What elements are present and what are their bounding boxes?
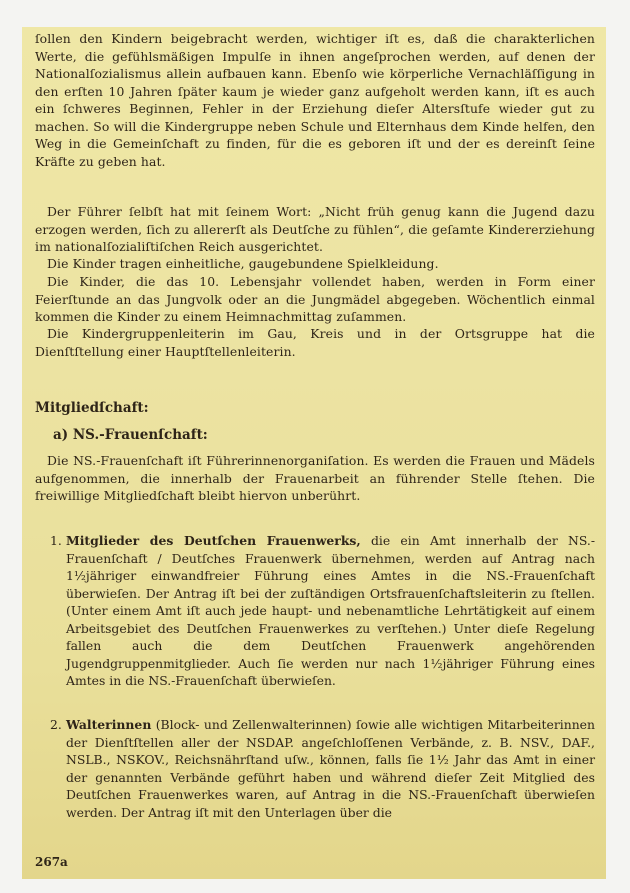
section-heading: Mitgliedſchaft:	[35, 400, 149, 416]
list-item-text: die ein Amt innerhalb der NS.-Frauenſchaft / Deutſches Frauenwerk übernehmen, werden auf Antrag nach 1½jähriger einwandfreier Führung eines Amtes in die NS.-Frauenſchaft überwieſen. Der Antrag iſt bei der zuſtändigen Ortsfrauenſchaftsleiterin zu ſtellen. (Unter einem Amt iſt auch jede haupt- und nebenamtliche Lehrtätigkeit auf einem Arbeitsgebiet des Deutſchen Frauenwerkes zu verſtehen.) Unter dieſe Regelung fallen auch die dem Deutſchen Frauenwerk angehörenden Jugendgruppenmitglieder. Auch ſie werden nur nach 1½jähriger Führung eines Amtes in die NS.-Frauenſchaft überwieſen.	[66, 533, 595, 688]
list-item-text: (Block- und Zellenwalterinnen) ſowie alle wichtigen Mitarbeiterinnen der Dienſtſtellen aller der NSDAP. angeſchloſſenen Verbände, z. B. NSV., DAF., NSLB., NSKOV., Reichsnährſtand uſw., können, falls ſie 1½ Jahr das Amt in einer der genannten Verbände geführt haben und während dieſer Zeit Mitglied des Deutſchen Frauenwerkes waren, auf Antrag in die NS.-Frauenſchaft überwieſen werden. Der Antrag iſt mit den Unterlagen über die	[66, 717, 595, 820]
intro-paragraph-5: Die Kindergruppenleiterin im Gau, Kreis und in der Ortsgruppe hat die Dienſtſtellung einer Hauptſtellenleiterin.	[35, 326, 595, 359]
intro-paragraph-1: ſollen den Kindern beigebracht werden, wichtiger iſt es, daß die charakterlichen Werte, die gefühlsmäßigen Impulſe in ihnen angeſprochen werden, auf denen der Nationalſozialismus allein aufbauen kann. Ebenſo wie körperliche Vernachläſſigung in den erſten 10 Jahren ſpäter kaum je wieder ganz aufgeholt werden kann, iſt es auch ein ſchweres Beginnen, Fehler in der Erziehung dieſer Altersſtufe wieder gut zu machen. So will die Kindergruppe neben Schule und Elternhaus dem Kinde helfen, den Weg in die Gemeinſchaft zu finden, für die es geboren iſt und der es dereinſt ſeine Kräfte zu geben hat.	[35, 31, 595, 169]
intro-paragraph-3: Die Kinder tragen einheitliche, gaugebundene Spielkleidung.	[47, 256, 439, 271]
list-item-body	[52, 716, 595, 821]
page-number: 267a	[35, 855, 68, 869]
intro-paragraph-2: Der Führer ſelbſt hat mit ſeinem Wort: „Nicht früh genug kann die Jugend dazu erzogen werden, ſich zu allererſt als Deutſche zu fühlen“, die geſamte Kindererziehung im nationalſozialiſtiſchen Reich ausgerichtet.	[35, 204, 595, 254]
document-page	[22, 27, 606, 879]
list-item-number: 1.	[50, 533, 62, 548]
list-item-lead: Walterinnen	[66, 717, 152, 732]
subsection-heading: a) NS.-Frauenſchaft:	[53, 427, 208, 443]
list-item-1	[52, 532, 595, 690]
list-item-number: 2.	[50, 717, 62, 732]
list-item-lead: Mitglieder des Deutſchen Frauenwerks,	[66, 533, 361, 548]
subsection-intro: Die NS.-Frauenſchaft iſt Führerinnenorganiſation. Es werden die Frauen und Mädels aufgenommen, die innerhalb der Frauenarbeit an führender Stelle ſtehen. Die freiwillige Mitgliedſchaft bleibt hiervon unberührt.	[35, 453, 595, 503]
list-item-2	[52, 716, 595, 821]
intro-paragraph-4: Die Kinder, die das 10. Lebensjahr vollendet haben, werden in Form einer Feierſtunde an das Jungvolk oder an die Jungmädel abgegeben. Wöchentlich einmal kommen die Kinder zu einem Heimnachmittag zuſammen.	[35, 274, 595, 324]
list-item-body	[52, 532, 595, 690]
